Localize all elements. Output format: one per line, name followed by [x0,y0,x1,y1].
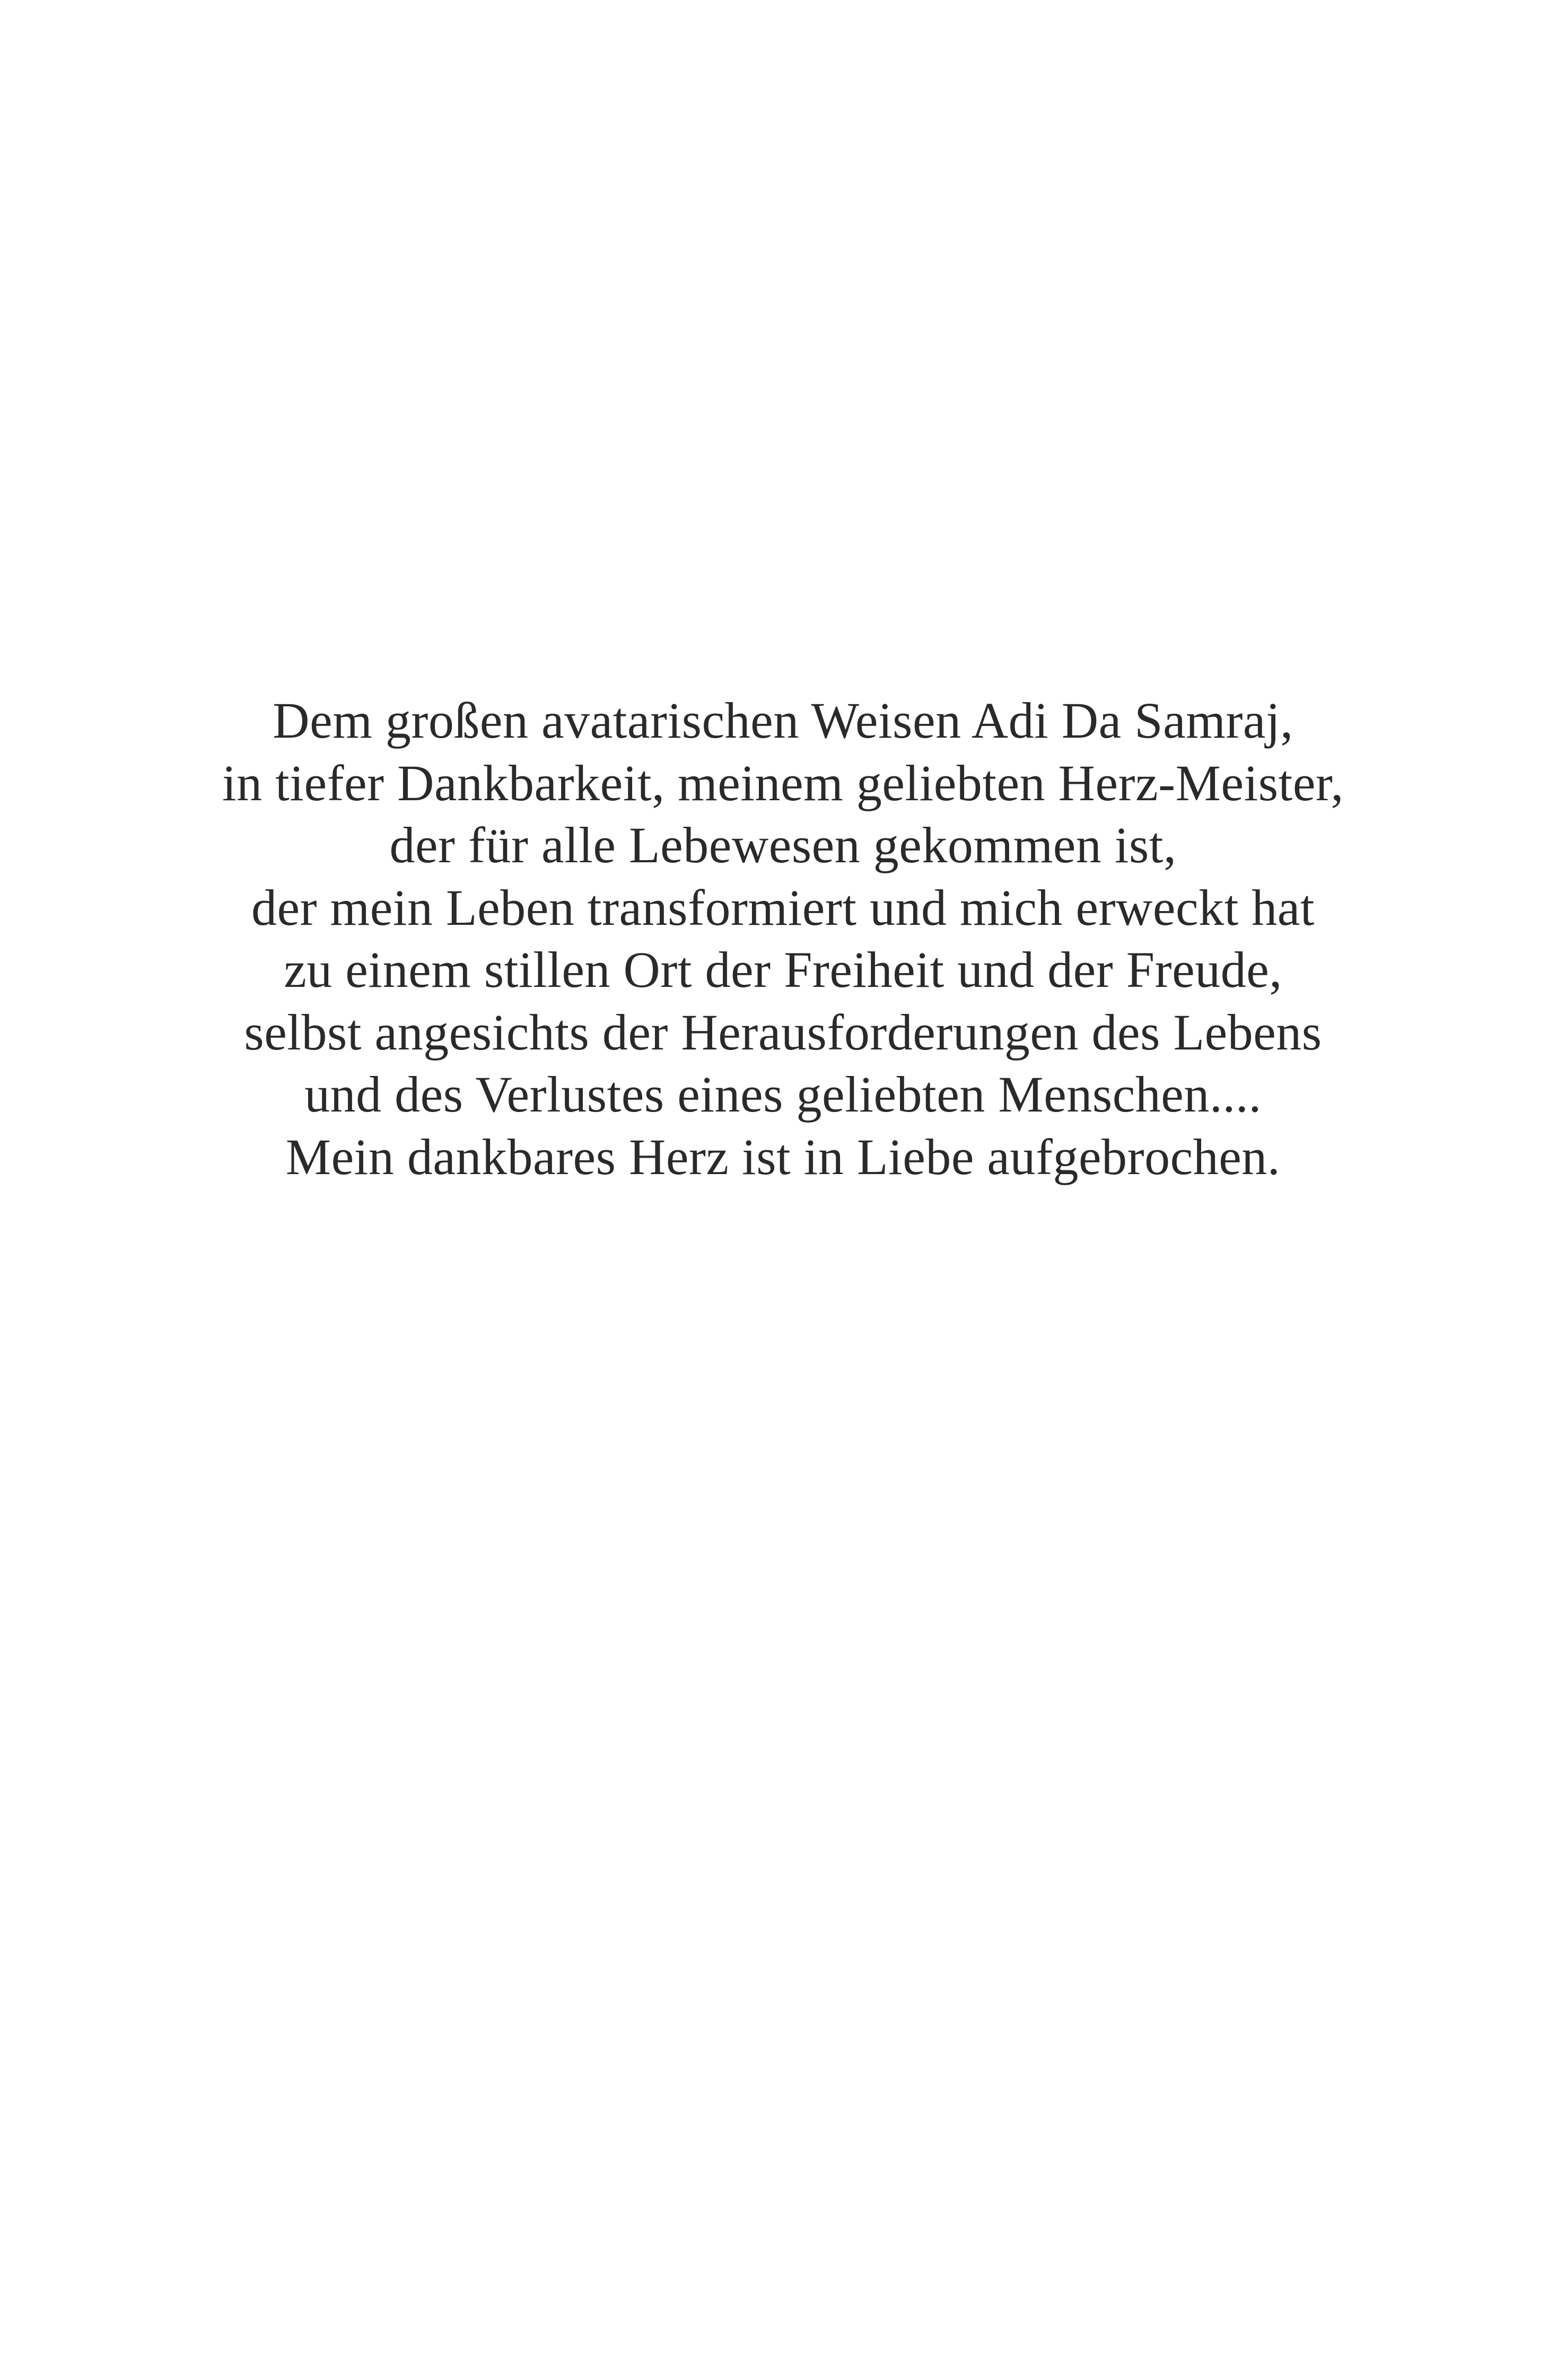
dedication-line: in tiefer Dankbarkeit, meinem geliebten Herz-Meister, [222,754,1344,811]
dedication-line: Dem großen avatarischen Weisen Adi Da Samraj, [273,692,1293,749]
dedication-line: selbst angesichts der Herausforderungen des Lebens [244,1003,1322,1061]
dedication-line: der mein Leben transformiert und mich erweckt hat [251,879,1315,936]
dedication-line: und des Verlustes eines geliebten Menschen.... [304,1066,1262,1123]
dedication-line: Mein dankbares Herz ist in Liebe aufgebrochen. [285,1128,1281,1185]
dedication-text [0,689,1566,1188]
dedication-line: zu einem stillen Ort der Freiheit und der Freude, [284,941,1282,998]
dedication-line: der für alle Lebewesen gekommen ist, [389,817,1177,873]
